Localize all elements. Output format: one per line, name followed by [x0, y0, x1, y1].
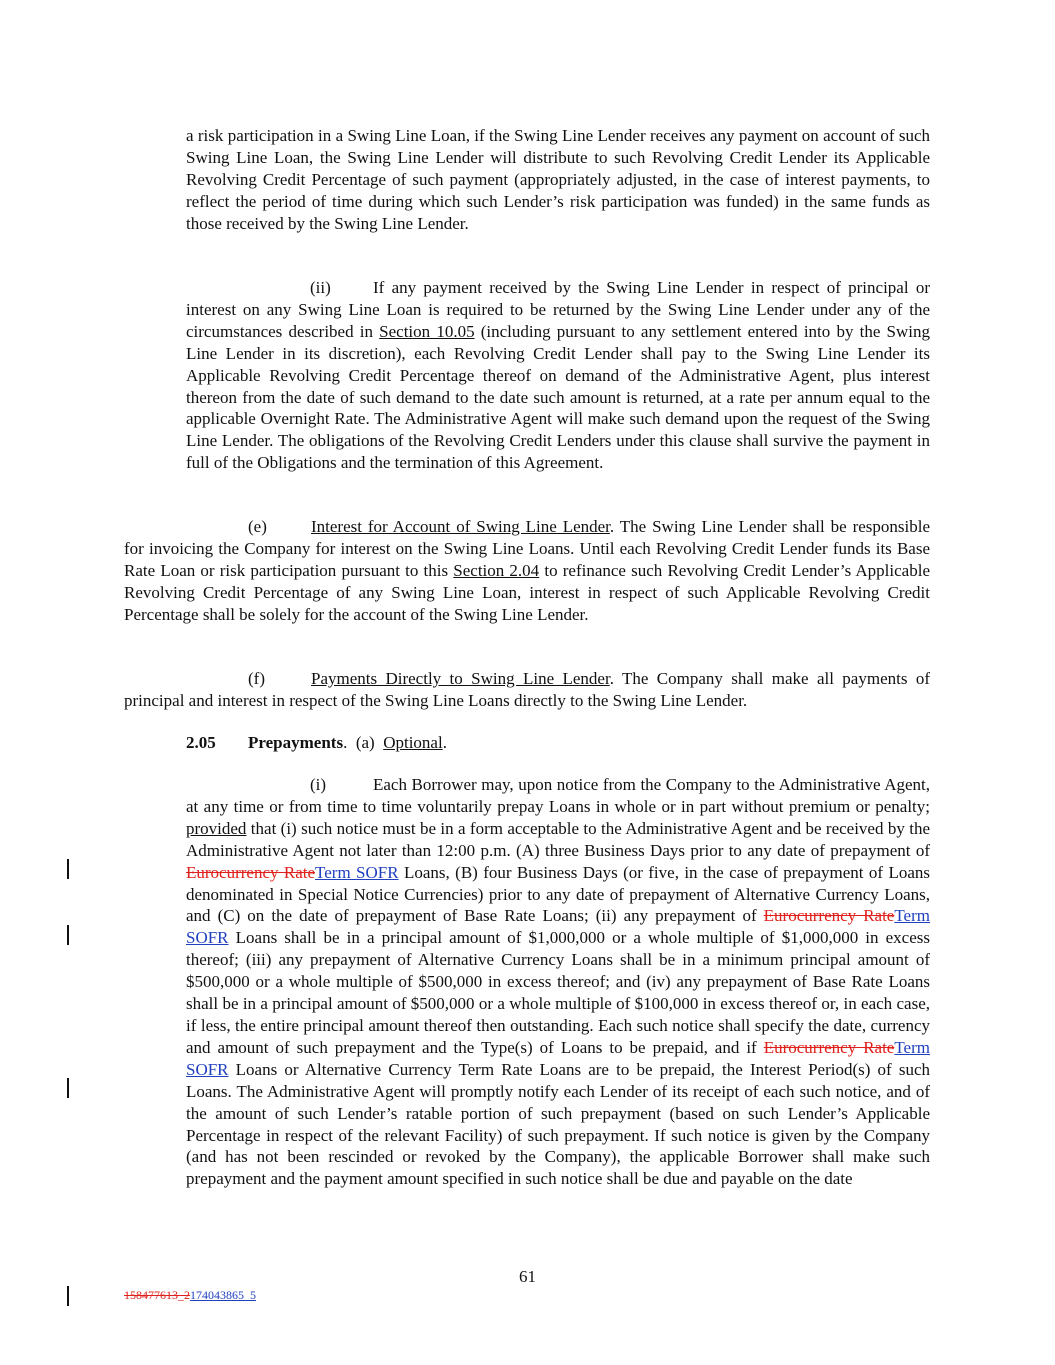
clause-i-paragraph — [186, 774, 930, 1190]
clause-ii-paragraph — [186, 277, 930, 474]
section-sub-label: . (a) — [343, 733, 384, 752]
clause-e-title: Interest for Account of Swing Line Lender — [311, 517, 610, 536]
intro-text: a risk participation in a Swing Line Loan, if the Swing Line Lender receives any payment on account of such Swing Line Loan, the Swing Line Lender will distribute to such Revolving Credit Lender its Applicable Revolving Credit Percentage of such payment (appropriately adjusted, in the case of interest payments, to reflect the period of time during which such Lender’s risk participation was funded) in the same funds as those received by the Swing Line Lender. — [186, 126, 930, 233]
section-title: Prepayments — [248, 733, 344, 752]
clause-f-title: Payments Directly to Swing Line Lender — [311, 669, 610, 688]
clause-i-label: (i) — [310, 775, 327, 794]
clause-f-paragraph — [124, 668, 930, 712]
clause-f-label: (f) — [248, 669, 265, 688]
clause-i-text-1: Each Borrower may, upon notice from the Company to the Administrative Agent, at any time or from time to time voluntarily prepay Loans in whole or in part without premium or penalty; — [186, 775, 930, 816]
clause-ii-text-a: If any payment received by the Swing Line Lender in respect of principal or interest on any Swing Line Loan is required to be returned by the Swing Line Lender under any of the circumstances described in — [186, 278, 930, 341]
clause-i-text-4: Loans shall be in a principal amount of $1,000,000 or a whole multiple of $1,000,000 in excess thereof; (iii) any prepayment of Alternative Currency Loans shall be in a minimum principal amount of $500,000 or a whole multiple of $500,000 in excess thereof; and (iv) any prepayment of Base Rate Loans shall be in a principal amount of $500,000 or a whole multiple of $100,000 in excess thereof or, in each case, if less, the entire principal amount thereof then outstanding. Each such notice shall specify the date, currency and amount of such prepayment and the Type(s) of Loans to be prepaid, and if — [186, 928, 930, 1057]
inserted-text-3: Term SOFR — [186, 1037, 930, 1079]
clause-ii-label: (ii) — [310, 278, 331, 297]
clause-e-label: (e) — [248, 517, 267, 536]
clause-e-text-a: . The Swing Line Lender shall be responsible for invoicing the Company for interest on the Swing Line Loans. Until each Revolving Credit Lender funds its Base Rate Loan or risk participation pursuant to this — [124, 517, 930, 580]
change-bar — [67, 925, 69, 945]
document-id-inserted: 174043865_5 — [190, 1288, 256, 1302]
document-id — [124, 1288, 256, 1303]
section-heading — [186, 732, 447, 754]
change-bar — [67, 859, 69, 879]
deleted-text-2: Eurocurrency Rate — [763, 906, 895, 926]
clause-i-text-3: Loans, (B) four Business Days (or five, in the case of prepayment of Loans denominated in Special Notice Currencies) prior to any date of prepayment of Alternative Currency Loans, and (C) on the date of prepayment of Base Rate Loans; (ii) any prepayment of — [186, 862, 930, 926]
clause-e-paragraph — [124, 516, 930, 626]
section-number: 2.05 — [186, 733, 216, 752]
inserted-text-1: Term SOFR — [315, 862, 399, 882]
intro-paragraph — [186, 125, 930, 235]
deleted-text-1: Eurocurrency Rate — [186, 862, 316, 882]
clause-ii-text-b: (including pursuant to any settlement entered into by the Swing Line Lender in its discretion), each Revolving Credit Lender shall pay to the Swing Line Lender its Applicable Revolving Credit Percentage thereof on demand of the Administrative Agent, plus interest thereon from the date of such demand to the date such amount is returned, at a rate per annum equal to the applicable Overnight Rate. The Administrative Agent will make such demand upon the request of the Swing Line Lender. The obligations of the Revolving Credit Lenders under this clause shall survive the payment in full of the Obligations and the termination of this Agreement. — [186, 321, 930, 473]
change-bar — [67, 1078, 69, 1098]
document-id-deleted: 158477613_2 — [124, 1288, 190, 1302]
change-bar — [67, 1286, 69, 1306]
section-sub-title: Optional — [383, 733, 443, 752]
section-2-04-reference[interactable]: Section 2.04 — [453, 560, 540, 580]
section-10-05-reference[interactable]: Section 10.05 — [379, 321, 475, 341]
clause-f-text: . The Company shall make all payments of principal and interest in respect of the Swing Line Loans directly to the Swing Line Lender. — [124, 669, 930, 710]
section-heading-end: . — [442, 733, 447, 752]
clause-e-text-b: to refinance such Revolving Credit Lender’s Applicable Revolving Credit Percentage of any Swing Line Loan, interest in respect of such Applicable Revolving Credit Percentage shall be solely for the account of the Swing Line Lender. — [124, 560, 930, 624]
clause-i-text-2: that (i) such notice must be in a form acceptable to the Administrative Agent and be received by the Administrative Agent not later than 12:00 p.m. (A) three Business Days prior to any date of prepayment of — [186, 818, 930, 860]
clause-i-text-5: Loans or Alternative Currency Term Rate Loans are to be prepaid, the Interest Period(s) of such Loans. The Administrative Agent will promptly notify each Lender of its receipt of each such notice, and of the amount of such Lender’s ratable portion of such prepayment (based on such Lender’s Applicable Percentage in respect of the relevant Facility) of such prepayment. If such notice is given by the Company (and has not been rescinded or revoked by the Company), the applicable Borrower shall make such prepayment and the payment amount specified in such notice shall be due and payable on the date — [186, 1059, 930, 1189]
page-number: 61 — [519, 1267, 536, 1286]
deleted-text-3: Eurocurrency Rate — [763, 1037, 895, 1057]
inserted-text-2: Term SOFR — [186, 906, 930, 948]
provided-term: provided — [186, 818, 247, 838]
